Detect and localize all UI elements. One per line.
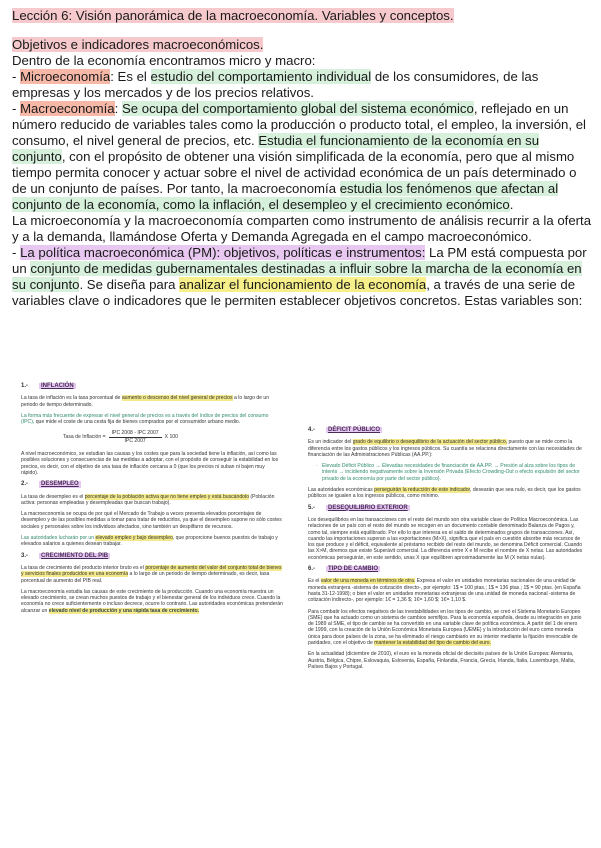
micro-highlight: estudio del comportamiento individual — [150, 69, 372, 84]
macro-term: Macroeconomía — [20, 101, 115, 116]
notes-text — [12, 8, 592, 309]
shared-paragraph: La microeconomía y la macroeconomía comparten como instrumento de análisis recurrir a la oferta y a la demanda, llamándose Oferta y Demanda Agregada en el campo macroeconómico. — [12, 213, 592, 244]
embedded-notes-right: 4.- DÉFICIT PÚBLICO Es un indicador del grado de equilibrio o desequilibrio de la actuación del sector público, puesto que se mide como la diferencia entre los gastos públicos y los ingresos públicos. Su cuantía se relaciona directamente con las necesidades de financiación de las Administraciones Públicas (AA.PP.): · Elevado Déficit Público → Elevadas necesidades de financiación de AA.PP. → Presión al alza sobre los tipos de interés → incidiendo negativamente sobre la Inversión Privada (Efecto Crowding-Out o efecto expulsión del sector privado de la economía por parte del sector público). Las autoridades económicas perseguirán la reducción de este indicador, desearán que sea nulo, es decir, que los gastos públicos se igualen a los ingresos públicos, como mínimo. 5.- DESEQUILIBRIO EXTERIOR Los desequilibrios en las transacciones con el resto del mundo son otra variable clave de Política Macroeconómica. Las relaciones de un país con el resto del mundo se recogen en un documento contable denominado Balanza de Pagos y, como tal, siempre está equilibrado. Por ello lo que interesa es el saldo de determinados grupos de transacciones. Así, cuando las importaciones superan a las exportaciones (M>X), significa que el país en cuestión absorbe más recursos de los que produce y el déficit, equivalente al préstamo recibido del resto del mundo, se denomina Déficit comercial. Cuando las X>M, diremos que existe Superávit comercial. La diferencia entre X e M recibe el nombre de X netas. Las autoridades económicas perseguirán, en este sentido, unas X que equilibren aproximadamente las M (X netas nulas). 6.- TIPO DE CAMBIO Es el valor de una moneda en términos de otra. Expresa el valor en unidades monetarias nacionales de una unidad de moneda extranjera -sistema de cotización directo-, por ejemplo: 1$ = 100 ptas.; 1$ = 136 ptas.; 1$ = 90 ptas. (en España hasta 31-12-1998); o bien el valor en unidades monetarias extranjeras de una unidad de moneda nacional -sistema de cotización indirecto-, por ejemplo: 1€ = 1,36 $; 1€= 1,60 $; 1€= 1,10 $. Para combatir los efectos negativos de las inestabilidades en los tipos de cambio, se creó el Sistema Monetario Europeo (SME) que ha actuado como un sistema de cambios semifijos. Para la economía española, desde su integración en junio de 1989 al SME, el tipo de cambio se ha convertido en una variable clave de política económica. A partir del 1 de enero de 1999, con la creación de la Unión Económica Monetaria Europea (UEME) y la introducción del euro como moneda única para doce países de la zona, se ha eliminado el riesgo cambiario en su interior mediante la fijación irrevocable de paridades, con el objetivo de mantener la estabilidad del tipo de cambio del euro. En la actualidad (diciembre de 2010), el euro es la moneda oficial de dieciséis países de la Unión Europea: Alemania, Austria, Bélgica, Chipre, Eslovaquia, Eslovenia, España, Finlandia, Francia, Grecia, Irlanda, Italia, Luxemburgo, Malta, Países Bajos y Portugal. — [308, 427, 584, 675]
heading-exterior: 5.- DESEQUILIBRIO EXTERIOR — [308, 504, 408, 511]
section-title: Objetivos e indicadores macroeconómicos. — [12, 37, 264, 52]
macro-paragraph: - Macroeconomía: Se ocupa del comportamiento global del sistema económico, reflejado en un número reducido de variables tales como la producción o producto total, el empleo, la inversión, el consumo, el nivel general de precios, etc. Estudia el funcionamiento de la economía en su conjunto, con el propósito de obtener una visión simplificada de la economía, pero que al mismo tiempo permita conocer y actuar sobre el nivel de actividad económica de un país determinado o de un conjunto de países. Por tanto, la macroeconomía estudia los fenómenos que afectan al conjunto de la economía, como la inflación, el desempleo y el crecimiento económico. — [12, 101, 586, 212]
embedded-notes-left: 1.- INFLACIÓN La tasa de inflación es la tasa porcentual de aumento o descenso del nivel general de precios a lo largo de un periodo de tiempo determinado. La forma más frecuente de expresar el nivel general de precios es a través del índice de precios del consumo (IPC), que mide el coste de una cesta fija de bienes comprados por el consumidor urbano medio. Tasa de Inflación = $\frac{\text{IPC 2008 - IPC 2007}}{\text{IPC 2007}}$ X 100 A nivel macroeconómico, se estudian las causas y los costes que para la sociedad tiene la inflación, así como las posibles soluciones y consecuencias de las medidas a adoptar, con el propósito de conseguir la estabilidad en los precios, es decir, con el objetivo de una tasa de inflación cercana a 0 (que los precios ni suban ni bajen muy rápido). 2.- DESEMPLEO La tasa de desempleo es el porcentaje de la población activa que no tiene empleo y está buscándolo (Población activa: personas empleadas y desempleadas que buscan trabajo). La macroeconomía se ocupa de por qué el Mercado de Trabajo a veces presenta elevados porcentajes de desempleo y de las posibles medidas a tomar para tratar de reducirlos, ya que el desempleo supone no sólo costes sociales y personales sobre los individuos afectados, sino también un despilfarro de recursos. Las autoridades lucharán por un elevado empleo y bajo desempleo, que proporcione buenos puestos de trabajo y elevados salarios a quienes desean trabajar. 3.- CRECIMIENTO DEL PIB La tasa de crecimiento del producto interior bruto es el porcentaje de aumento del valor del conjunto total de bienes y servicios finales producidos en una economía a lo largo de un periodo de tiempo determinado, es decir, tasa porcentual de aumento del PIB real. La macroeconomía estudia las causas de este crecimiento de la producción. Cuando una economía muestra un elevado crecimiento, se crean muchos puestos de trabajo y el bienestar general de los individuos crece. Cuando la economía no crece suficientemente o incluso decrece, ocurre lo contrario. Las autoridades económicas pretenderán alcanzar un elevado nivel de producción y una rápida tasa de crecimiento. — [21, 383, 283, 614]
micro-term: Microeconomía — [20, 69, 111, 84]
pm-paragraph: - La política macroeconómica (PM): objetivos, políticas e instrumentos: La PM está compuesta por un conjunto de medidas gubernamentales destinadas a influir sobre la marcha de la economía en su conjunto. Se diseña para analizar el funcionamiento de la economía, a través de una serie de variables clave o indicadores que le permiten establecer objetivos concretos. Estas variables son: — [12, 245, 587, 308]
pm-title: La política macroeconómica (PM): objetivos, políticas e instrumentos: — [20, 245, 426, 260]
inflation-formula: Tasa de Inflación = $\frac{\text{IPC 2008 - IPC 2007}}{\text{IPC 2007}}$ X 100 — [63, 430, 178, 444]
heading-pib: 3.- CRECIMIENTO DEL PIB — [21, 552, 109, 559]
heading-desempleo: 2.- DESEMPLEO — [21, 481, 79, 488]
heading-cambio: 6.- TIPO DE CAMBIO — [308, 566, 379, 573]
intro-line: Dentro de la economía encontramos micro y macro: — [12, 53, 316, 68]
heading-deficit: 4.- DÉFICIT PÚBLICO — [308, 427, 380, 433]
heading-inflacion: 1.- INFLACIÓN — [21, 383, 74, 389]
lesson-title: Lección 6: Visión panorámica de la macroeconomía. Variables y conceptos. — [12, 8, 454, 23]
micro-paragraph: - Microeconomía: Es el estudio del comportamiento individual de los consumidores, de las empresas y los mercados y de los precios relativos. — [12, 69, 539, 100]
